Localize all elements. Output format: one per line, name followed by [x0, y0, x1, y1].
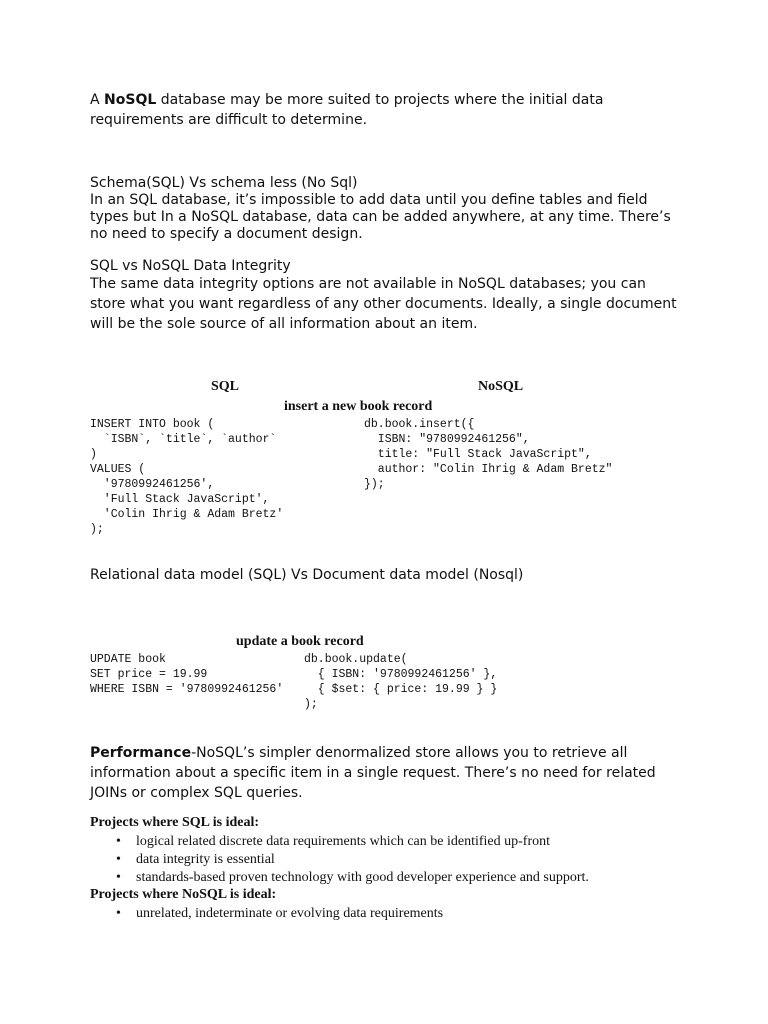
list-item-text: logical related discrete data requirements which can be identified up-front — [136, 834, 550, 849]
list-item-text: data integrity is essential — [136, 852, 275, 867]
intro-line-1 — [90, 92, 603, 109]
relational-heading: Relational data model (SQL) Vs Document data model (Nosql) — [90, 567, 524, 583]
insert-subtitle: insert a new book record — [284, 399, 433, 414]
nosql-ideal-list — [90, 905, 443, 923]
nosql-ideal-heading: Projects where NoSQL is ideal: — [90, 887, 277, 902]
integrity-paragraph — [90, 274, 677, 334]
intro-paragraph — [90, 92, 603, 129]
performance-paragraph — [90, 743, 656, 803]
performance-bold: Performance — [90, 745, 192, 761]
integrity-line: will be the sole source of all information about an item. — [90, 316, 478, 332]
bullet-icon: • — [116, 870, 121, 885]
sql-ideal-list — [90, 833, 589, 887]
list-item — [90, 905, 443, 923]
integrity-line: The same data integrity options are not available in NoSQL databases; you can — [90, 276, 646, 292]
performance-line-1 — [90, 743, 656, 763]
performance-line-3: JOINs or complex SQL queries. — [90, 785, 303, 801]
list-item — [90, 851, 589, 869]
nosql-column-label: NoSQL — [478, 379, 524, 394]
sql-column-label: SQL — [211, 379, 240, 394]
list-item — [90, 869, 589, 887]
sql-update-code: UPDATE book SET price = 19.99 WHERE ISBN = '9780992461256' — [90, 653, 284, 696]
schema-heading: Schema(SQL) Vs schema less (No Sql) — [90, 175, 358, 191]
sql-insert-code: INSERT INTO book ( `ISBN`, `title`, `author` ) VALUES ( '9780992461256', 'Full Stack JavaScript', 'Colin Ihrig & Adam Bretz' ); — [90, 418, 284, 536]
bullet-icon: • — [116, 852, 121, 867]
schema-line: In an SQL database, it’s impossible to add data until you define tables and field — [90, 192, 648, 208]
schema-line: types but In a NoSQL database, data can be added anywhere, at any time. There’s — [90, 209, 671, 225]
intro-line-1-rest: database may be more suited to projects where the initial data — [156, 92, 604, 108]
intro-prefix: A — [90, 92, 105, 108]
integrity-line: store what you want regardless of any other documents. Ideally, a single document — [90, 296, 677, 312]
list-item-text: standards-based proven technology with good developer experience and support. — [136, 870, 589, 885]
schema-paragraph — [90, 192, 671, 243]
update-subtitle: update a book record — [236, 634, 364, 649]
performance-line-1-rest: -NoSQL’s simpler denormalized store allows you to retrieve all — [191, 745, 628, 761]
intro-line-2: requirements are difficult to determine. — [90, 112, 368, 128]
integrity-heading: SQL vs NoSQL Data Integrity — [90, 258, 291, 274]
list-item-text: unrelated, indeterminate or evolving data requirements — [136, 906, 444, 921]
sql-ideal-heading: Projects where SQL is ideal: — [90, 815, 260, 830]
intro-nosql-bold: NoSQL — [104, 92, 157, 108]
bullet-icon: • — [116, 834, 121, 849]
nosql-update-code: db.book.update( { ISBN: '9780992461256' }, { $set: { price: 19.99 } } ); — [304, 653, 498, 711]
schema-line: no need to specify a document design. — [90, 226, 363, 242]
performance-line-2: information about a specific item in a single request. There’s no need for related — [90, 765, 656, 781]
nosql-insert-code: db.book.insert({ ISBN: "9780992461256", title: "Full Stack JavaScript", author: "Colin Ihrig & Adam Bretz" }); — [364, 418, 613, 491]
bullet-icon: • — [116, 906, 121, 921]
list-item — [90, 833, 589, 851]
